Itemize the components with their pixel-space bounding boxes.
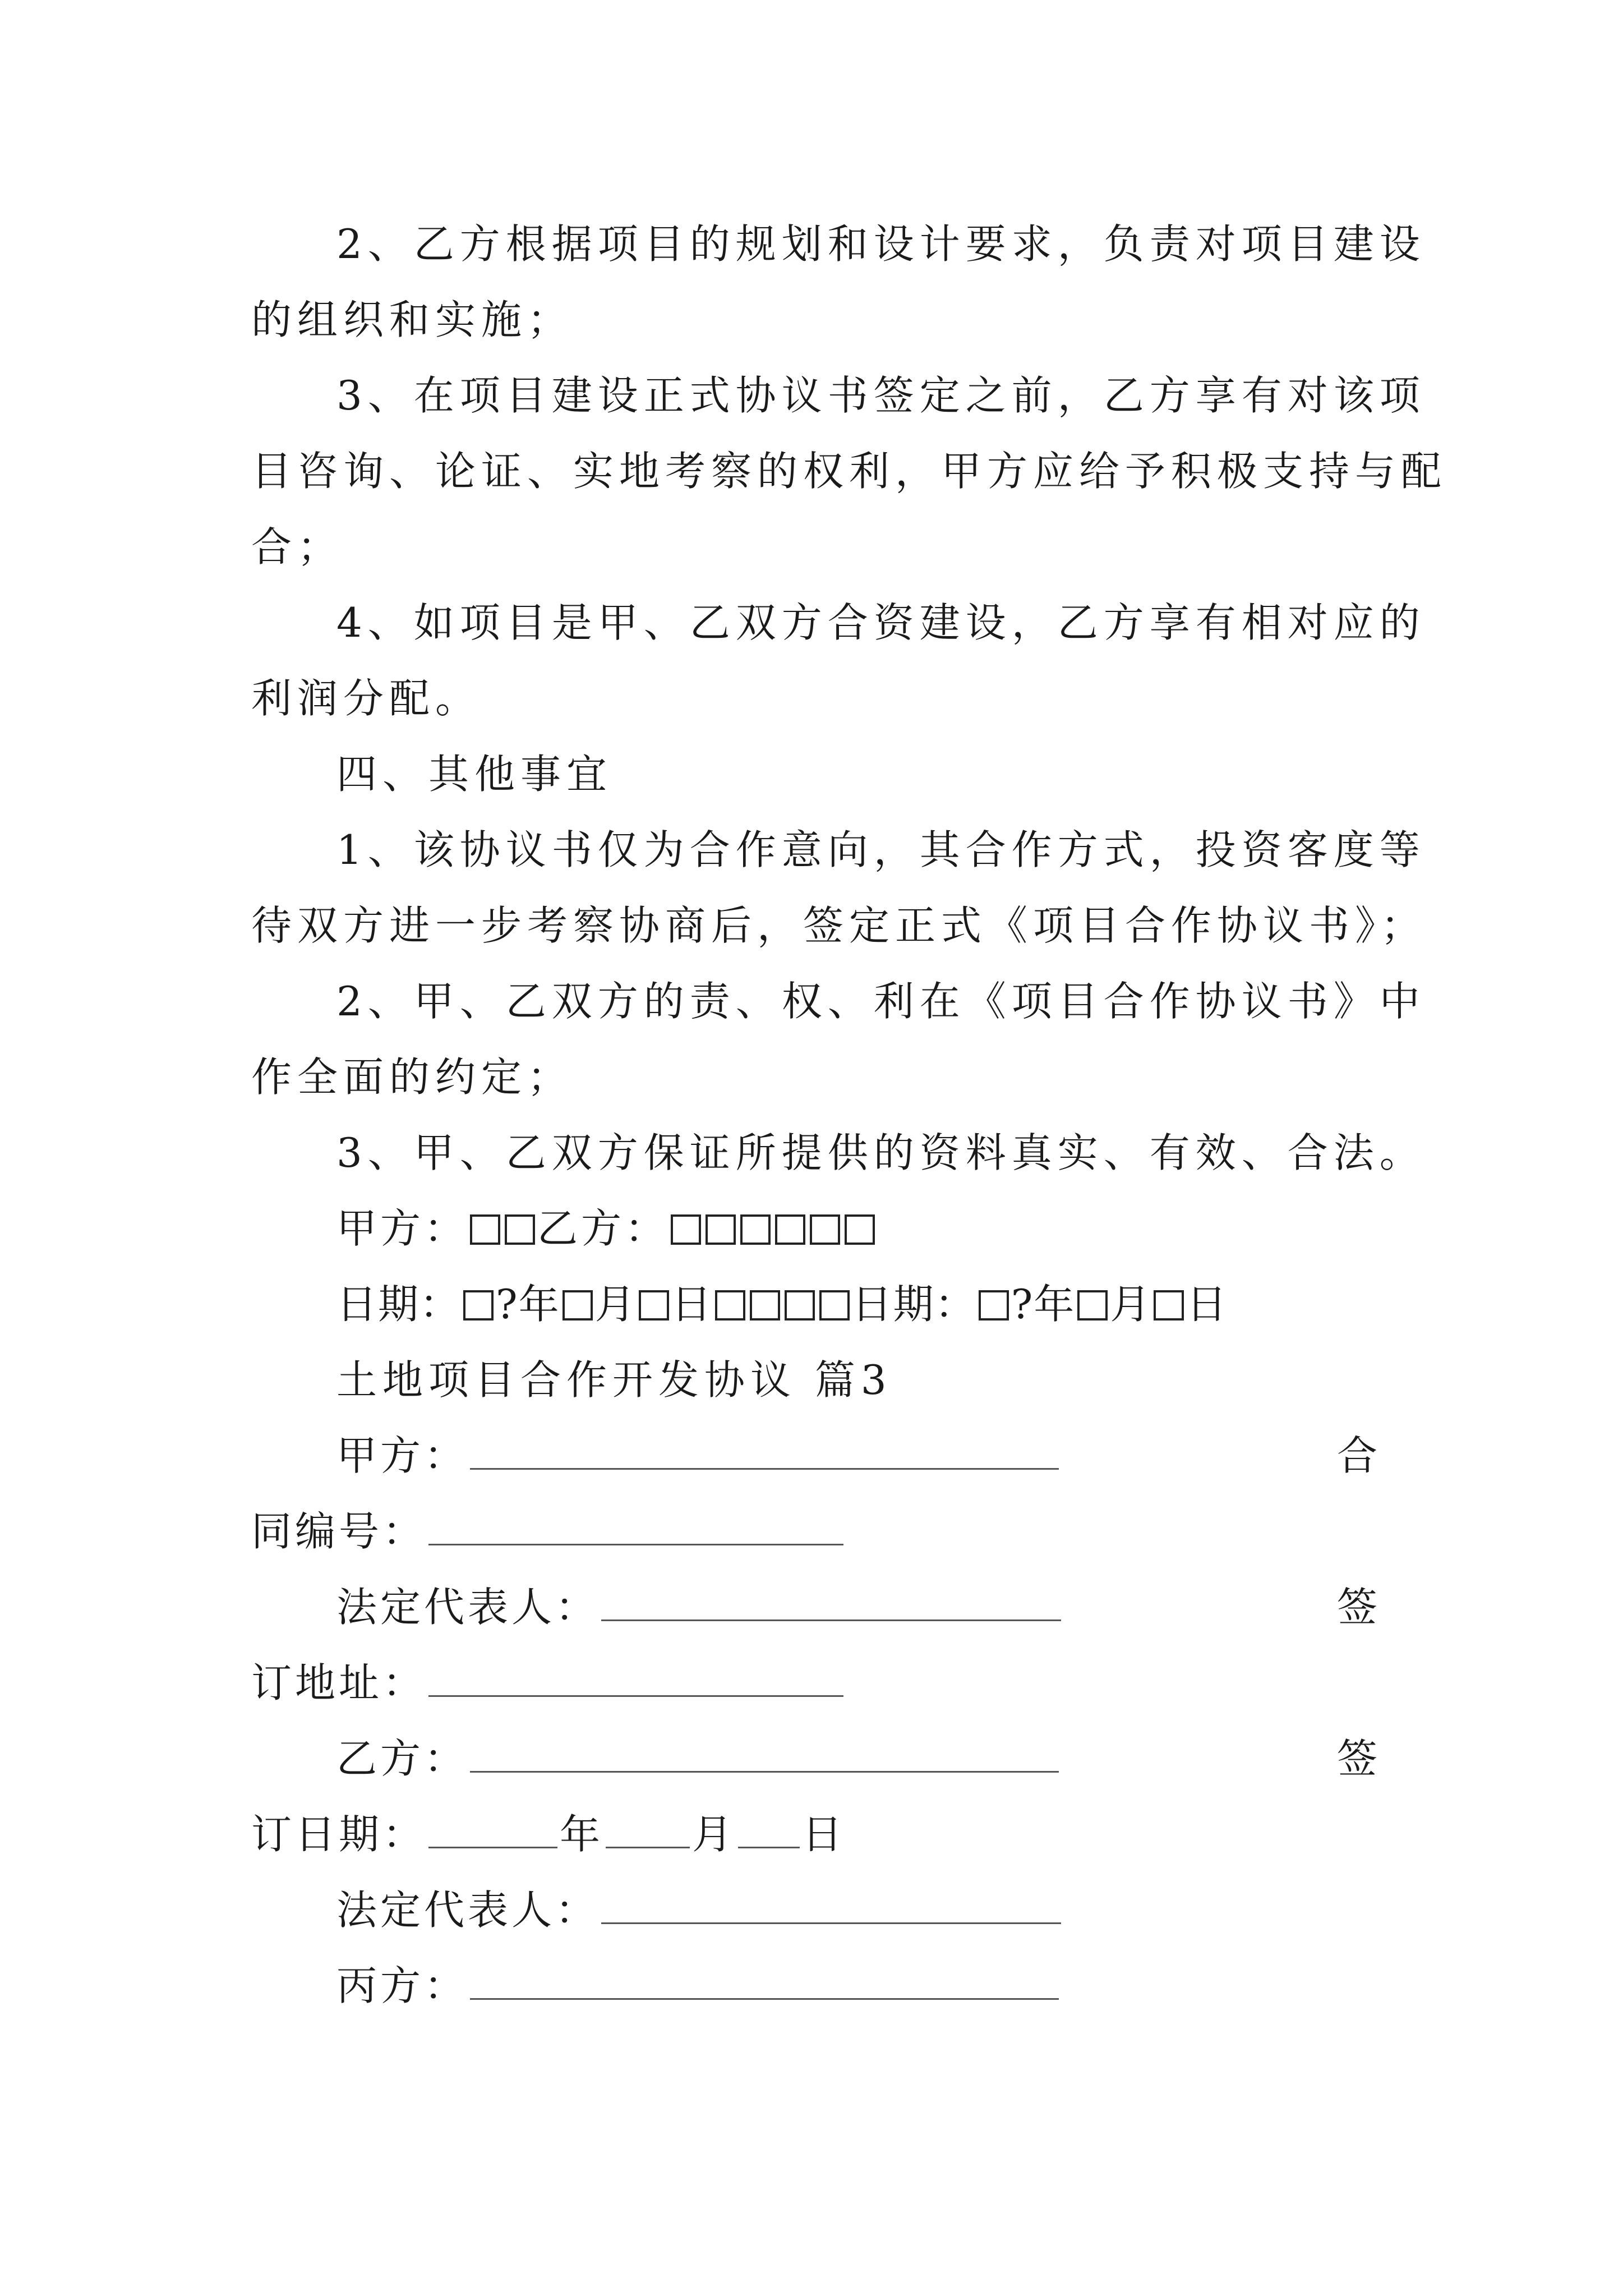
month-label: 月 bbox=[594, 1281, 637, 1328]
year-label: 年 bbox=[560, 1811, 604, 1858]
form-row-party-b bbox=[336, 1731, 1061, 1787]
blank-box bbox=[750, 1290, 780, 1320]
paragraph-line: 4、如项目是甲、乙双方合资建设，乙方享有相对应的 bbox=[336, 599, 1426, 646]
section-heading: 四、其他事宜 bbox=[336, 751, 613, 798]
form-row-sign-addr bbox=[251, 1655, 846, 1711]
paragraph-line: 的组织和实施； bbox=[251, 296, 574, 343]
paragraph-line: 1、该协议书仅为合作意向，其合作方式，投资客度等 bbox=[336, 826, 1426, 873]
month-blank bbox=[606, 1812, 690, 1848]
blank-box bbox=[740, 1214, 771, 1245]
party-a-form-label: 甲方： bbox=[336, 1432, 468, 1479]
blank-box bbox=[1154, 1290, 1184, 1320]
blank-box bbox=[505, 1214, 535, 1245]
legal-rep-a-label: 法定代表人： bbox=[336, 1584, 600, 1631]
day-label: 日 bbox=[671, 1281, 713, 1328]
sign-addr-blank bbox=[428, 1660, 843, 1697]
blank-box bbox=[671, 1214, 701, 1245]
blank-box bbox=[845, 1214, 875, 1245]
day-blank bbox=[738, 1812, 800, 1848]
sign-date-label: 订日期： bbox=[251, 1811, 427, 1858]
paragraph-line: 目咨询、论证、实地考察的权利，甲方应给予积极支持与配 bbox=[251, 448, 1447, 495]
paragraph-line: 2、乙方根据项目的规划和设计要求，负责对项目建设 bbox=[336, 220, 1426, 268]
paragraph-line: 3、甲、乙双方保证所提供的资料真实、有效、合法。 bbox=[336, 1129, 1426, 1176]
month-label: 月 bbox=[692, 1811, 736, 1858]
party-b-form-label: 乙方： bbox=[336, 1735, 468, 1782]
party-c-blank bbox=[470, 1963, 1059, 2000]
date-b-label: 日期： bbox=[851, 1281, 976, 1328]
paragraph-line: 2、甲、乙双方的责、权、利在《项目合作协议书》中 bbox=[336, 978, 1426, 1025]
legal-rep-b-label: 法定代表人： bbox=[336, 1887, 600, 1934]
contract-no-first-char: 合 bbox=[1337, 1432, 1378, 1479]
party-b-label: 乙方： bbox=[537, 1205, 669, 1252]
contract-no-label: 同编号： bbox=[251, 1508, 427, 1555]
day-label: 日 bbox=[802, 1811, 846, 1858]
month-label: 月 bbox=[1110, 1281, 1152, 1328]
blank-box bbox=[810, 1214, 840, 1245]
signature-row bbox=[336, 1200, 877, 1257]
form-row-party-c bbox=[336, 1958, 1061, 2014]
party-a-label: 甲方： bbox=[336, 1205, 468, 1252]
contract-no-blank bbox=[428, 1509, 843, 1545]
party-a-blank bbox=[470, 1433, 1059, 1470]
date-row bbox=[336, 1276, 1228, 1332]
blank-box bbox=[775, 1214, 805, 1245]
blank-box bbox=[979, 1290, 1009, 1320]
paragraph-line: 合； bbox=[251, 523, 344, 570]
day-label: 日 bbox=[1186, 1281, 1228, 1328]
blank-box bbox=[463, 1290, 494, 1320]
form-row-legal-rep-b bbox=[336, 1882, 1063, 1938]
year-blank bbox=[428, 1812, 557, 1848]
paragraph-line: 3、在项目建设正式协议书签定之前，乙方享有对该项 bbox=[336, 372, 1426, 419]
legal-rep-a-blank bbox=[601, 1585, 1061, 1621]
year-label: 年 bbox=[518, 1281, 560, 1328]
blank-box bbox=[470, 1214, 500, 1245]
form-row-sign-date bbox=[251, 1806, 846, 1862]
date-q-mark: ? bbox=[496, 1281, 519, 1328]
part-title: 土地项目合作开发协议 篇3 bbox=[336, 1356, 892, 1404]
form-row-legal-rep-a bbox=[336, 1579, 1063, 1635]
blank-box bbox=[562, 1290, 593, 1320]
blank-box bbox=[639, 1290, 669, 1320]
blank-box bbox=[706, 1214, 736, 1245]
sign-addr-first-char: 签 bbox=[1337, 1584, 1378, 1631]
party-c-label: 丙方： bbox=[336, 1962, 468, 2009]
sign-date-first-char: 签 bbox=[1337, 1735, 1378, 1782]
blank-box bbox=[819, 1290, 850, 1320]
party-b-blank bbox=[470, 1736, 1059, 1773]
sign-addr-label: 订地址： bbox=[251, 1659, 427, 1706]
paragraph-line: 待双方进一步考察协商后，签定正式《项目合作协议书》； bbox=[251, 902, 1427, 949]
blank-box bbox=[1077, 1290, 1108, 1320]
date-q-mark: ? bbox=[1011, 1281, 1034, 1328]
form-row-party-a bbox=[336, 1428, 1061, 1484]
form-row-contract-no bbox=[251, 1503, 846, 1559]
paragraph-line: 利润分配。 bbox=[251, 675, 482, 722]
blank-box bbox=[785, 1290, 815, 1320]
blank-box bbox=[715, 1290, 745, 1320]
legal-rep-b-blank bbox=[601, 1888, 1061, 1924]
date-a-label: 日期： bbox=[336, 1281, 462, 1328]
paragraph-line: 作全面的约定； bbox=[251, 1053, 574, 1101]
year-label: 年 bbox=[1034, 1281, 1076, 1328]
